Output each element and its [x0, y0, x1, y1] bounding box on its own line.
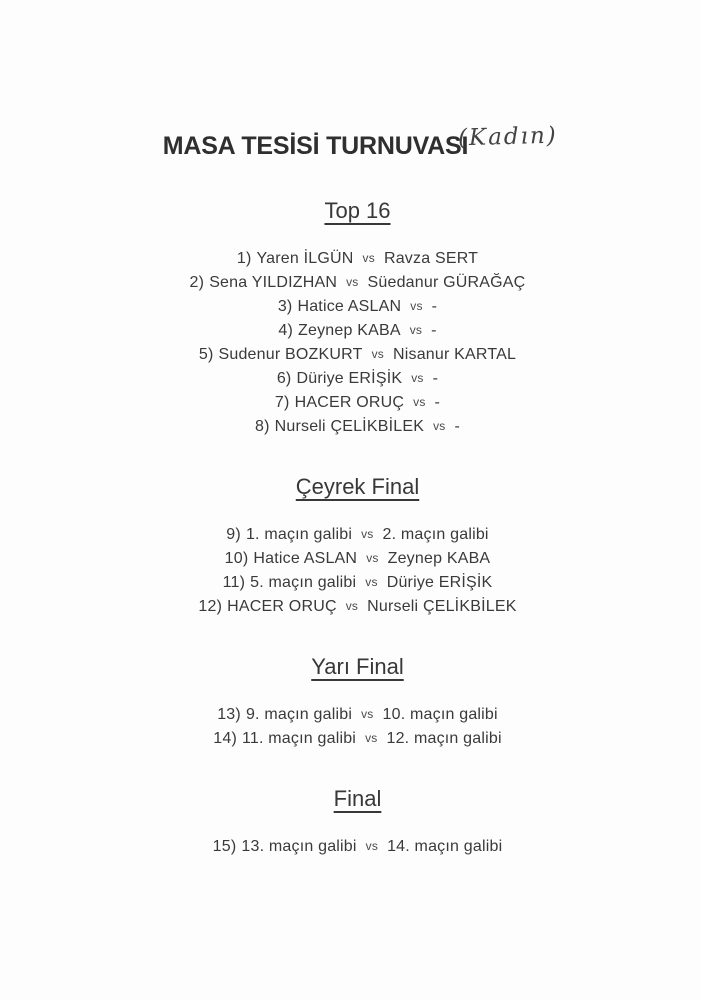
player-a: Düriye ERİŞİK — [296, 370, 403, 387]
match-number: 13) — [217, 706, 241, 723]
player-a: Sena YILDIZHAN — [209, 274, 338, 291]
match-row — [7, 343, 701, 367]
vs-label: vs — [371, 347, 384, 361]
player-b: Nurseli ÇELİKBİLEK — [367, 598, 517, 615]
player-b: Ravza SERT — [383, 250, 479, 267]
player-a: HACER ORUÇ — [227, 598, 337, 615]
vs-label: vs — [413, 395, 426, 409]
player-a: Sudenur BOZKURT — [218, 346, 363, 363]
document-title: MASA TESİSİ TURNUVASI — [162, 132, 469, 160]
match-row — [7, 415, 701, 439]
vs-label: vs — [365, 575, 378, 589]
match-row — [7, 271, 701, 295]
player-a: 9. maçın galibi — [245, 706, 353, 723]
section-ceyrek-final — [7, 473, 701, 619]
match-number: 3) — [277, 298, 293, 315]
player-a: Nurseli ÇELİKBİLEK — [274, 418, 425, 435]
vs-label: vs — [409, 323, 423, 337]
vs-label: vs — [411, 371, 424, 385]
match-number: 5) — [198, 346, 214, 363]
player-a: Yaren İLGÜN — [256, 250, 354, 267]
match-row — [7, 727, 701, 751]
match-number: 14) — [213, 730, 237, 747]
player-a: 11. maçın galibi — [241, 730, 357, 747]
section-heading-yari-final: Yarı Final — [311, 654, 404, 679]
player-a: Hatice ASLAN — [253, 550, 358, 567]
player-b: Düriye ERİŞİK — [386, 574, 493, 591]
player-b: - — [432, 370, 439, 387]
match-number: 15) — [212, 838, 237, 855]
match-number: 2) — [189, 274, 205, 291]
player-a: 13. maçın galibi — [241, 838, 357, 855]
vs-label: vs — [346, 275, 359, 289]
section-heading-ceyrek-final: Çeyrek Final — [295, 474, 420, 499]
match-number: 1) — [236, 250, 252, 267]
handwritten-annotation: (Kadın) — [457, 122, 558, 152]
match-number: 9) — [226, 526, 241, 543]
vs-label: vs — [345, 599, 359, 613]
match-number: 4) — [278, 322, 293, 339]
document-title-row — [7, 122, 701, 163]
vs-label: vs — [361, 527, 374, 541]
player-b: 10. maçın galibi — [382, 706, 498, 723]
match-number: 6) — [276, 370, 292, 387]
match-row — [7, 247, 701, 271]
match-number: 10) — [224, 550, 249, 567]
match-number: 11) — [222, 574, 246, 591]
match-row — [7, 571, 701, 595]
player-a: 1. maçın galibi — [245, 526, 353, 543]
section-heading-final: Final — [333, 786, 382, 811]
match-row — [7, 523, 701, 547]
player-b: Süedanur GÜRAĞAÇ — [367, 274, 526, 291]
match-row — [7, 367, 701, 391]
match-list-ceyrek-final — [7, 523, 701, 619]
player-a: 5. maçın galibi — [250, 574, 357, 591]
player-b: - — [431, 298, 438, 315]
match-number: 8) — [254, 418, 270, 435]
player-a: Hatice ASLAN — [297, 298, 402, 315]
player-a: HACER ORUÇ — [294, 394, 405, 411]
player-b: - — [431, 322, 437, 339]
match-row — [7, 319, 701, 343]
match-list-top-16 — [7, 247, 701, 439]
player-b: - — [434, 394, 441, 411]
match-row — [7, 295, 701, 319]
match-number: 7) — [274, 394, 290, 411]
vs-label: vs — [433, 419, 446, 433]
vs-label: vs — [365, 839, 379, 853]
match-row — [7, 547, 701, 571]
section-yari-final — [7, 653, 701, 751]
vs-label: vs — [410, 299, 423, 313]
player-a: Zeynep KABA — [298, 322, 401, 339]
player-b: 12. maçın galibi — [386, 730, 502, 747]
match-number: 12) — [198, 598, 223, 615]
match-row — [7, 835, 701, 859]
vs-label: vs — [362, 251, 375, 265]
player-b: 14. maçın galibi — [387, 838, 503, 855]
player-b: 2. maçın galibi — [382, 526, 489, 543]
player-b: Nisanur KARTAL — [392, 346, 517, 363]
match-list-final — [7, 835, 701, 859]
vs-label: vs — [361, 707, 374, 721]
match-row — [7, 703, 701, 727]
document-content — [7, 0, 701, 859]
vs-label: vs — [365, 731, 378, 745]
player-b: - — [454, 418, 460, 435]
section-heading-top-16: Top 16 — [324, 198, 391, 223]
section-final — [7, 785, 701, 859]
match-row — [7, 391, 701, 415]
player-b: Zeynep KABA — [387, 550, 491, 567]
vs-label: vs — [366, 551, 379, 565]
match-row — [7, 595, 701, 619]
match-list-yari-final — [7, 703, 701, 751]
section-top-16 — [7, 197, 701, 439]
